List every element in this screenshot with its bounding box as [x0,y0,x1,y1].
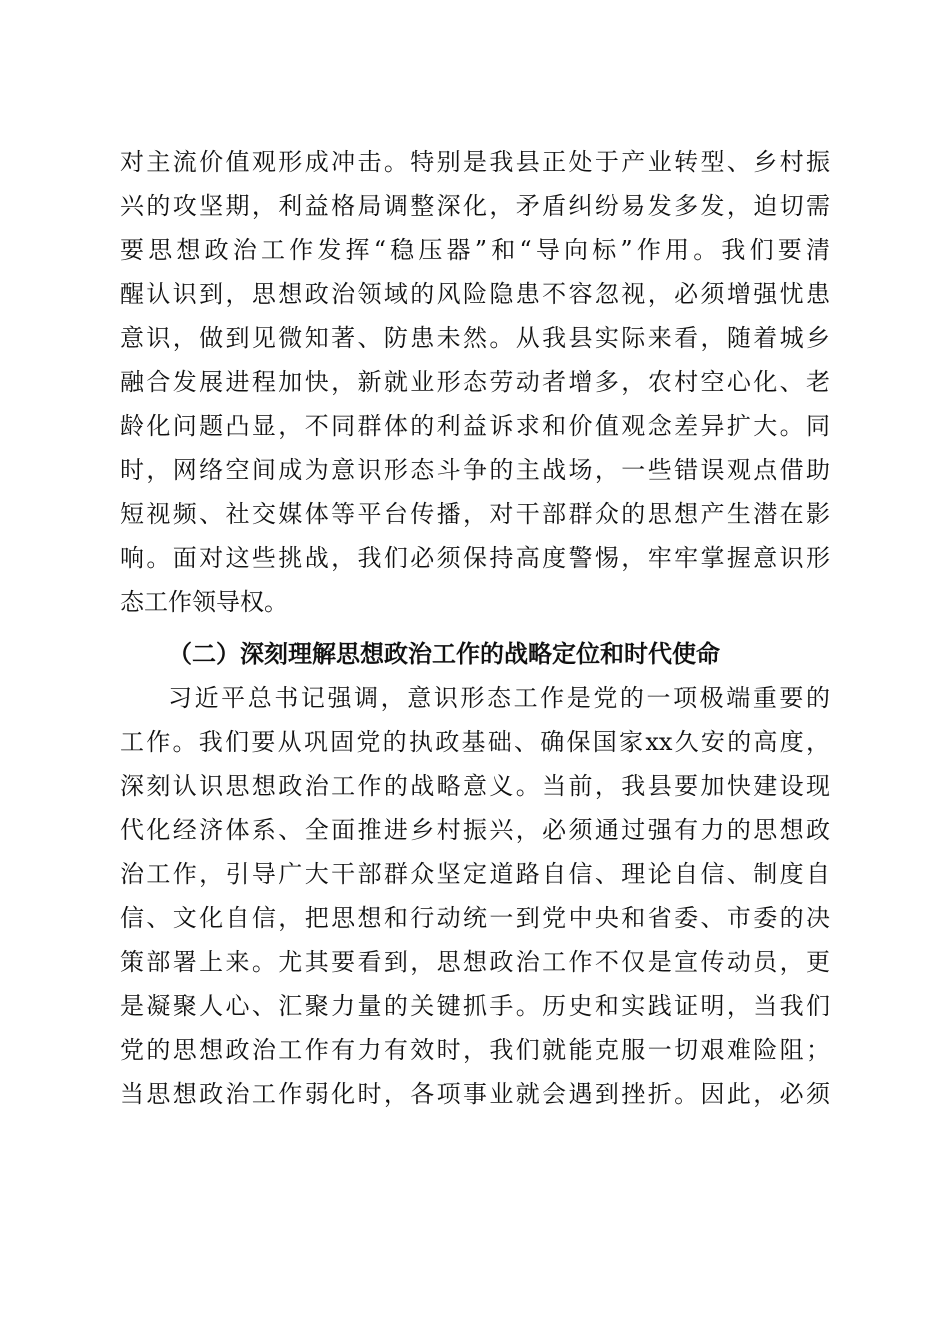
text-line: 代化经济体系、全面推进乡村振兴，必须通过强有力的思想政 [120,816,830,844]
text-line: 时，网络空间成为意识形态斗争的主战场，一些错误观点借助 [120,456,830,484]
text-line: 要思想政治工作发挥“稳压器”和“导向标”作用。我们要清 [120,236,830,264]
text-line: 意识，做到见微知著、防患未然。从我县实际来看，随着城乡 [120,324,830,352]
text-line: 对主流价值观形成冲击。特别是我县正处于产业转型、乡村振 [120,148,830,176]
text-line: 响。面对这些挑战，我们必须保持高度警惕，牢牢掌握意识形 [120,544,830,572]
text-line: 深刻认识思想政治工作的战略意义。当前，我县要加快建设现 [120,772,830,800]
text-line: 当思想政治工作弱化时，各项事业就会遇到挫折。因此，必须 [120,1080,830,1108]
text-line: 治工作，引导广大干部群众坚定道路自信、理论自信、制度自 [120,860,830,888]
text-line: 信、文化自信，把思想和行动统一到党中央和省委、市委的决 [120,904,830,932]
text-line: 态工作领导权。 [120,588,288,616]
text-line: 醒认识到，思想政治领域的风险隐患不容忽视，必须增强忧患 [120,280,830,308]
text-line: 习近平总书记强调，意识形态工作是党的一项极端重要的 [168,684,830,712]
text-line: 是凝聚人心、汇聚力量的关键抓手。历史和实践证明，当我们 [120,992,830,1020]
section-heading: （二）深刻理解思想政治工作的战略定位和时代使命 [168,639,720,668]
text-line: 兴的攻坚期，利益格局调整深化，矛盾纠纷易发多发，迫切需 [120,192,830,220]
text-line: 短视频、社交媒体等平台传播，对干部群众的思想产生潜在影 [120,500,830,528]
text-line: 党的思想政治工作有力有效时，我们就能克服一切艰难险阻； [120,1036,830,1064]
text-line: 策部署上来。尤其要看到，思想政治工作不仅是宣传动员，更 [120,948,830,976]
text-line: 融合发展进程加快，新就业形态劳动者增多，农村空心化、老 [120,368,830,396]
text-line: 龄化问题凸显，不同群体的利益诉求和价值观念差异扩大。同 [120,412,830,440]
text-line: 工作。我们要从巩固党的执政基础、确保国家xx久安的高度， [120,728,830,756]
